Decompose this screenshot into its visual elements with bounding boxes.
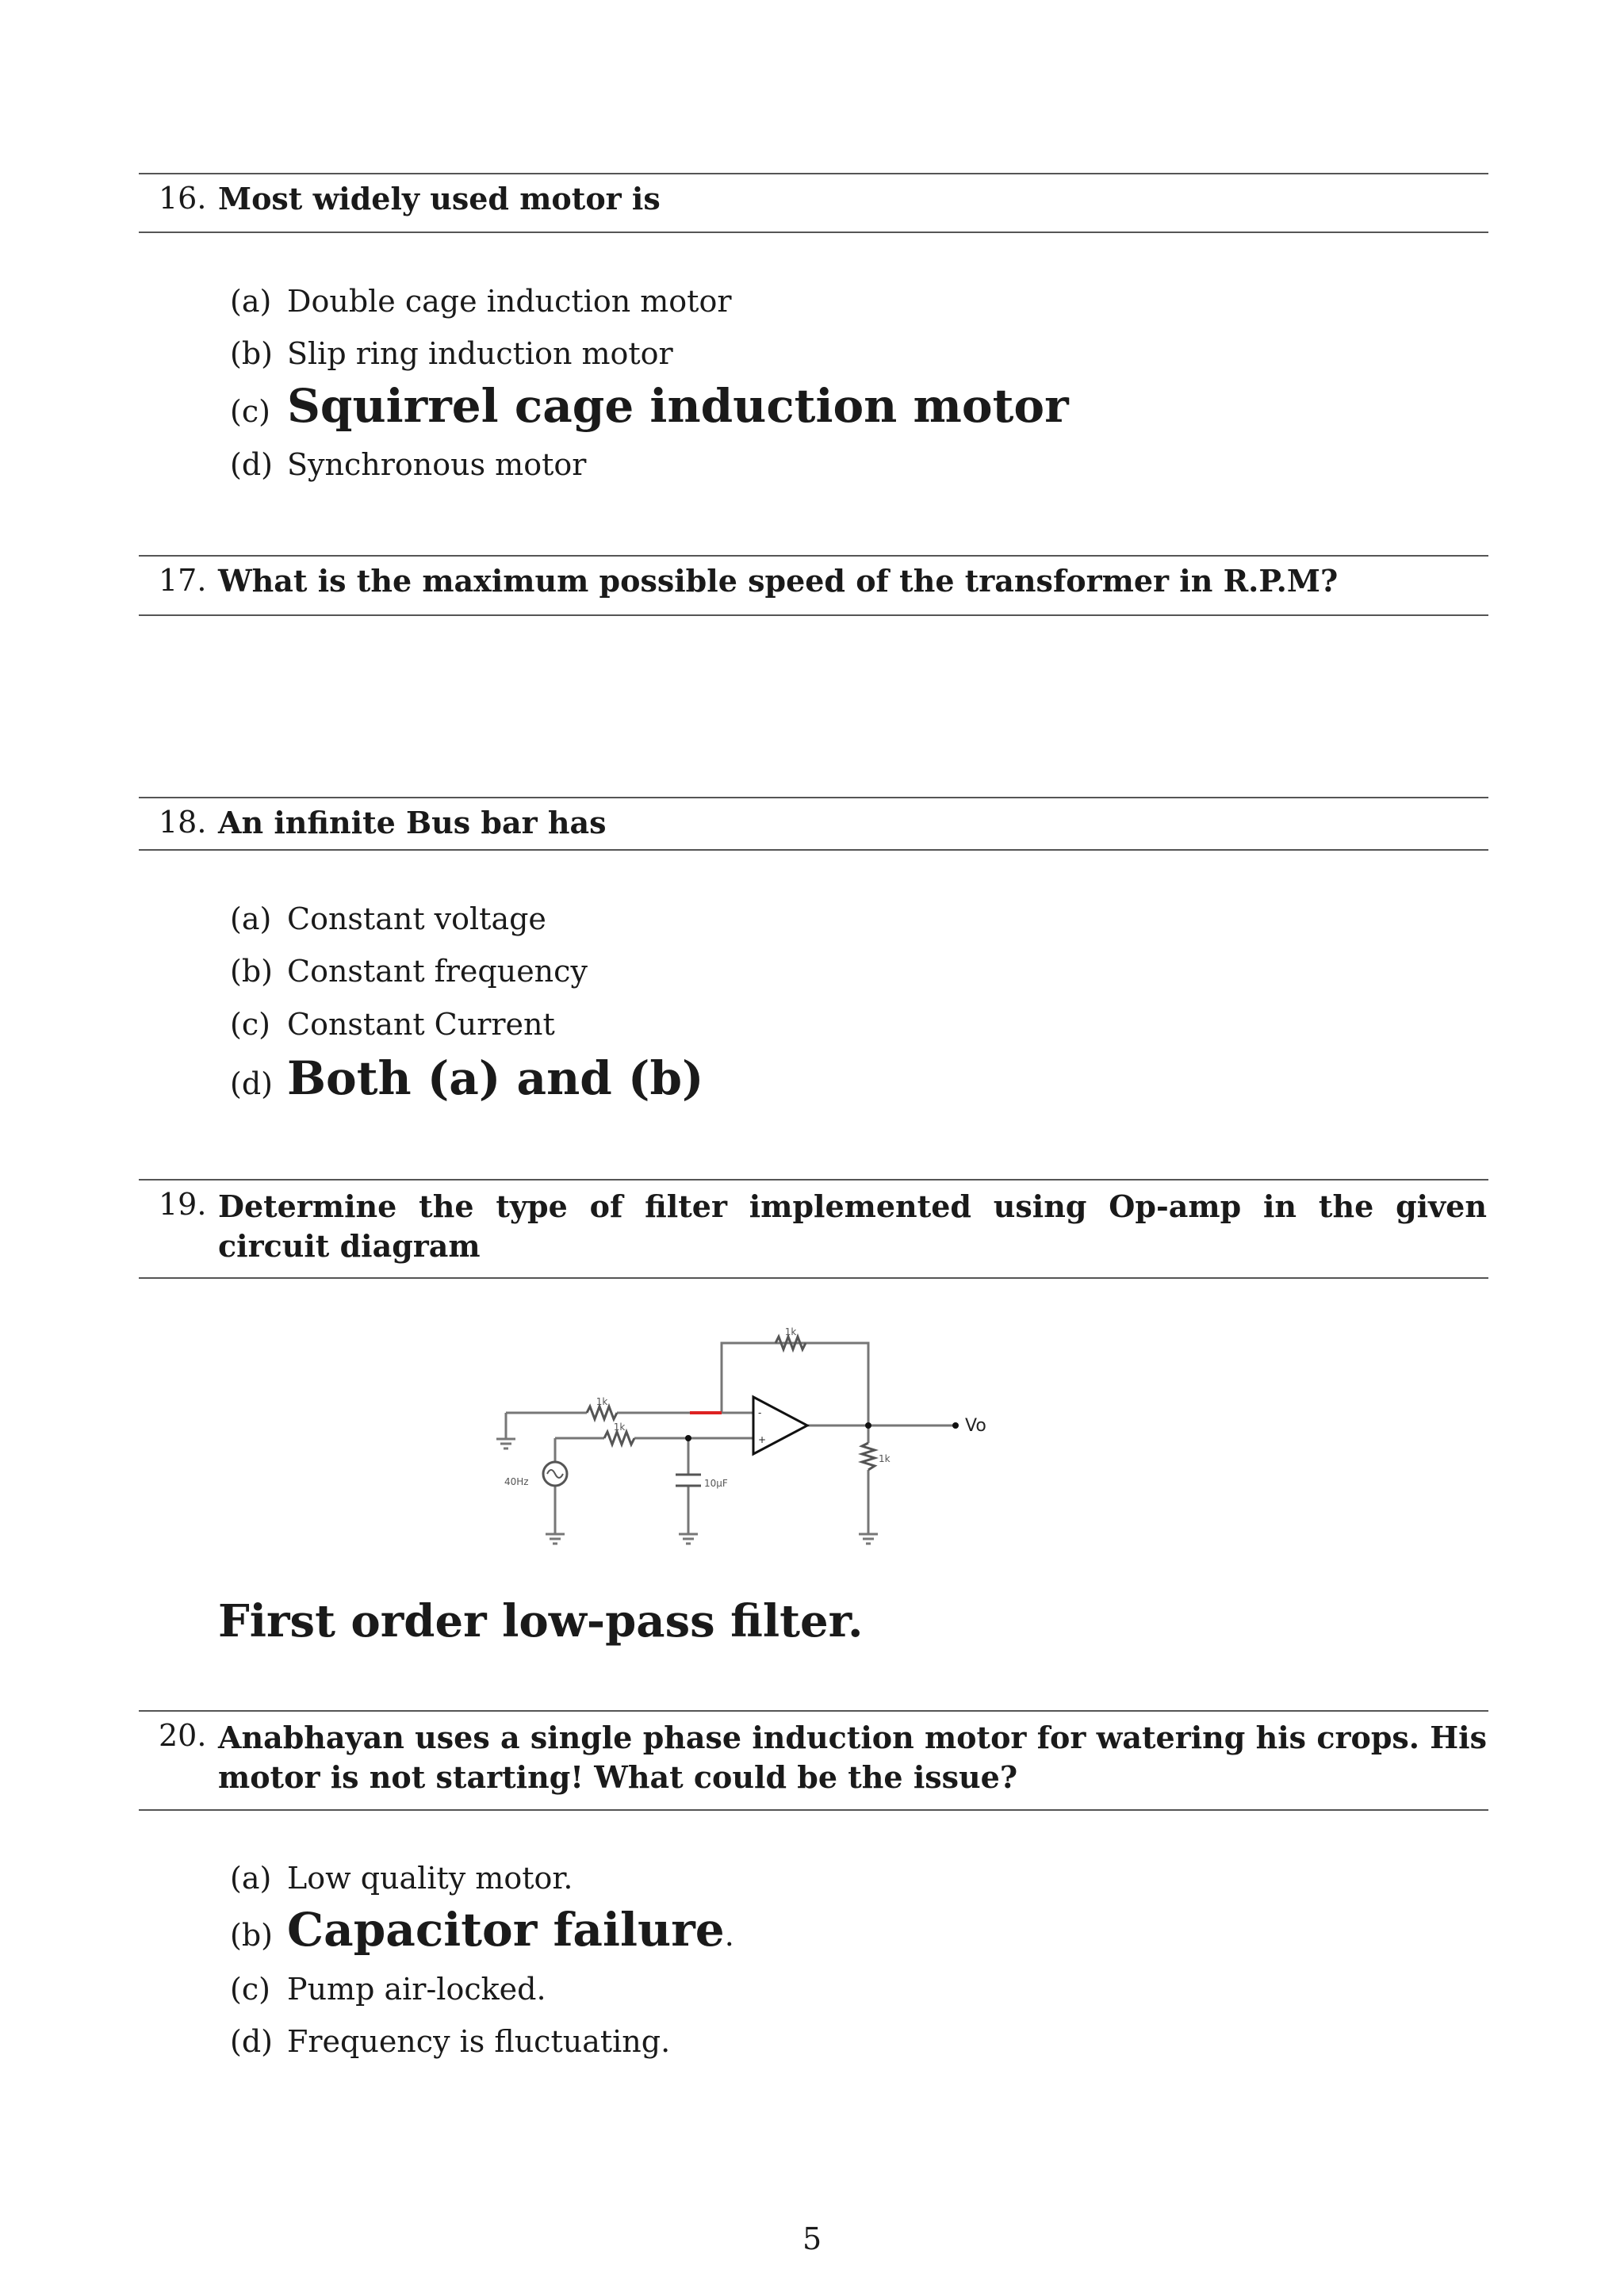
resistor-load (862, 1443, 875, 1470)
option-a: (a) Constant voltage (230, 901, 546, 936)
op-amp-icon (753, 1397, 807, 1454)
rule (139, 1179, 1488, 1181)
label-capacitor: 10µF (704, 1478, 728, 1489)
label-inverting: - (758, 1407, 762, 1418)
option-c-answer: (c) Squirrel cage induction motor (230, 379, 1069, 433)
circuit-wires (506, 1343, 956, 1534)
junction-dot (685, 1435, 691, 1441)
page-number: 5 (802, 2221, 822, 2256)
option-c: (c) Constant Current (230, 1007, 555, 1042)
question-text: What is the maximum possible speed of the transformer in R.P.M? (218, 563, 1339, 599)
resistor-feedback (776, 1337, 806, 1349)
option-a: (a) Low quality motor. (230, 1861, 573, 1896)
question-number: 18. (159, 805, 207, 840)
ground-icon (679, 1534, 698, 1544)
option-b: (b) Constant frequency (230, 954, 588, 989)
label-resistor-top: 1k (596, 1396, 608, 1407)
label-output: Vo (965, 1416, 986, 1436)
option-d: (d) Frequency is fluctuating. (230, 2024, 671, 2059)
highlighted-answer: Both (a) and (b) (287, 1051, 704, 1105)
question-text: Most widely used motor is (218, 181, 661, 216)
option-a: (a) Double cage induction motor (230, 284, 732, 319)
answer-text: First order low-pass filter. (218, 1595, 864, 1647)
option-d-answer: (d) Both (a) and (b) (230, 1051, 704, 1105)
question-number: 19. (159, 1187, 207, 1222)
resistor-input-bottom (604, 1432, 634, 1445)
rule (139, 614, 1488, 616)
question-number: 16. (159, 181, 207, 216)
option-c: (c) Pump air-locked. (230, 1972, 546, 2007)
highlighted-answer: Squirrel cage induction motor (287, 379, 1069, 433)
label-non-inverting: + (758, 1434, 767, 1445)
question-text: An infinite Bus bar has (218, 805, 607, 840)
rule (139, 797, 1488, 798)
op-amp-circuit-diagram (476, 1308, 1031, 1562)
output-terminal-dot (952, 1422, 959, 1429)
label-resistor-bottom: 1k (613, 1422, 626, 1433)
rule (139, 1710, 1488, 1712)
rule (139, 232, 1488, 233)
option-b: (b) Slip ring induction motor (230, 336, 673, 371)
rule (139, 555, 1488, 557)
question-number: 17. (159, 563, 207, 598)
question-text: Determine the type of filter implemented using Op-amp in the given circuit diagram (218, 1188, 1487, 1264)
ground-icon (496, 1439, 515, 1448)
question-number: 20. (159, 1718, 207, 1753)
option-d: (d) Synchronous motor (230, 447, 587, 482)
sine-icon (547, 1470, 563, 1478)
resistor-input-top (587, 1406, 617, 1419)
ground-icon (859, 1534, 878, 1544)
highlighted-answer: Capacitor failure (287, 1903, 725, 1957)
label-source: 40Hz (504, 1476, 529, 1487)
rule (139, 173, 1488, 174)
label-load-resistor: 1k (879, 1453, 891, 1464)
question-text: Anabhayan uses a single phase induction motor for watering his crops. His motor is not starting! What could be the issue? (218, 1720, 1487, 1795)
ground-icon (546, 1534, 565, 1544)
rule (139, 849, 1488, 851)
junction-dot (865, 1422, 871, 1429)
rule (139, 1277, 1488, 1279)
rule (139, 1809, 1488, 1811)
option-b-answer: (b) Capacitor failure. (230, 1903, 734, 1957)
label-feedback-resistor: 1k (784, 1326, 797, 1337)
